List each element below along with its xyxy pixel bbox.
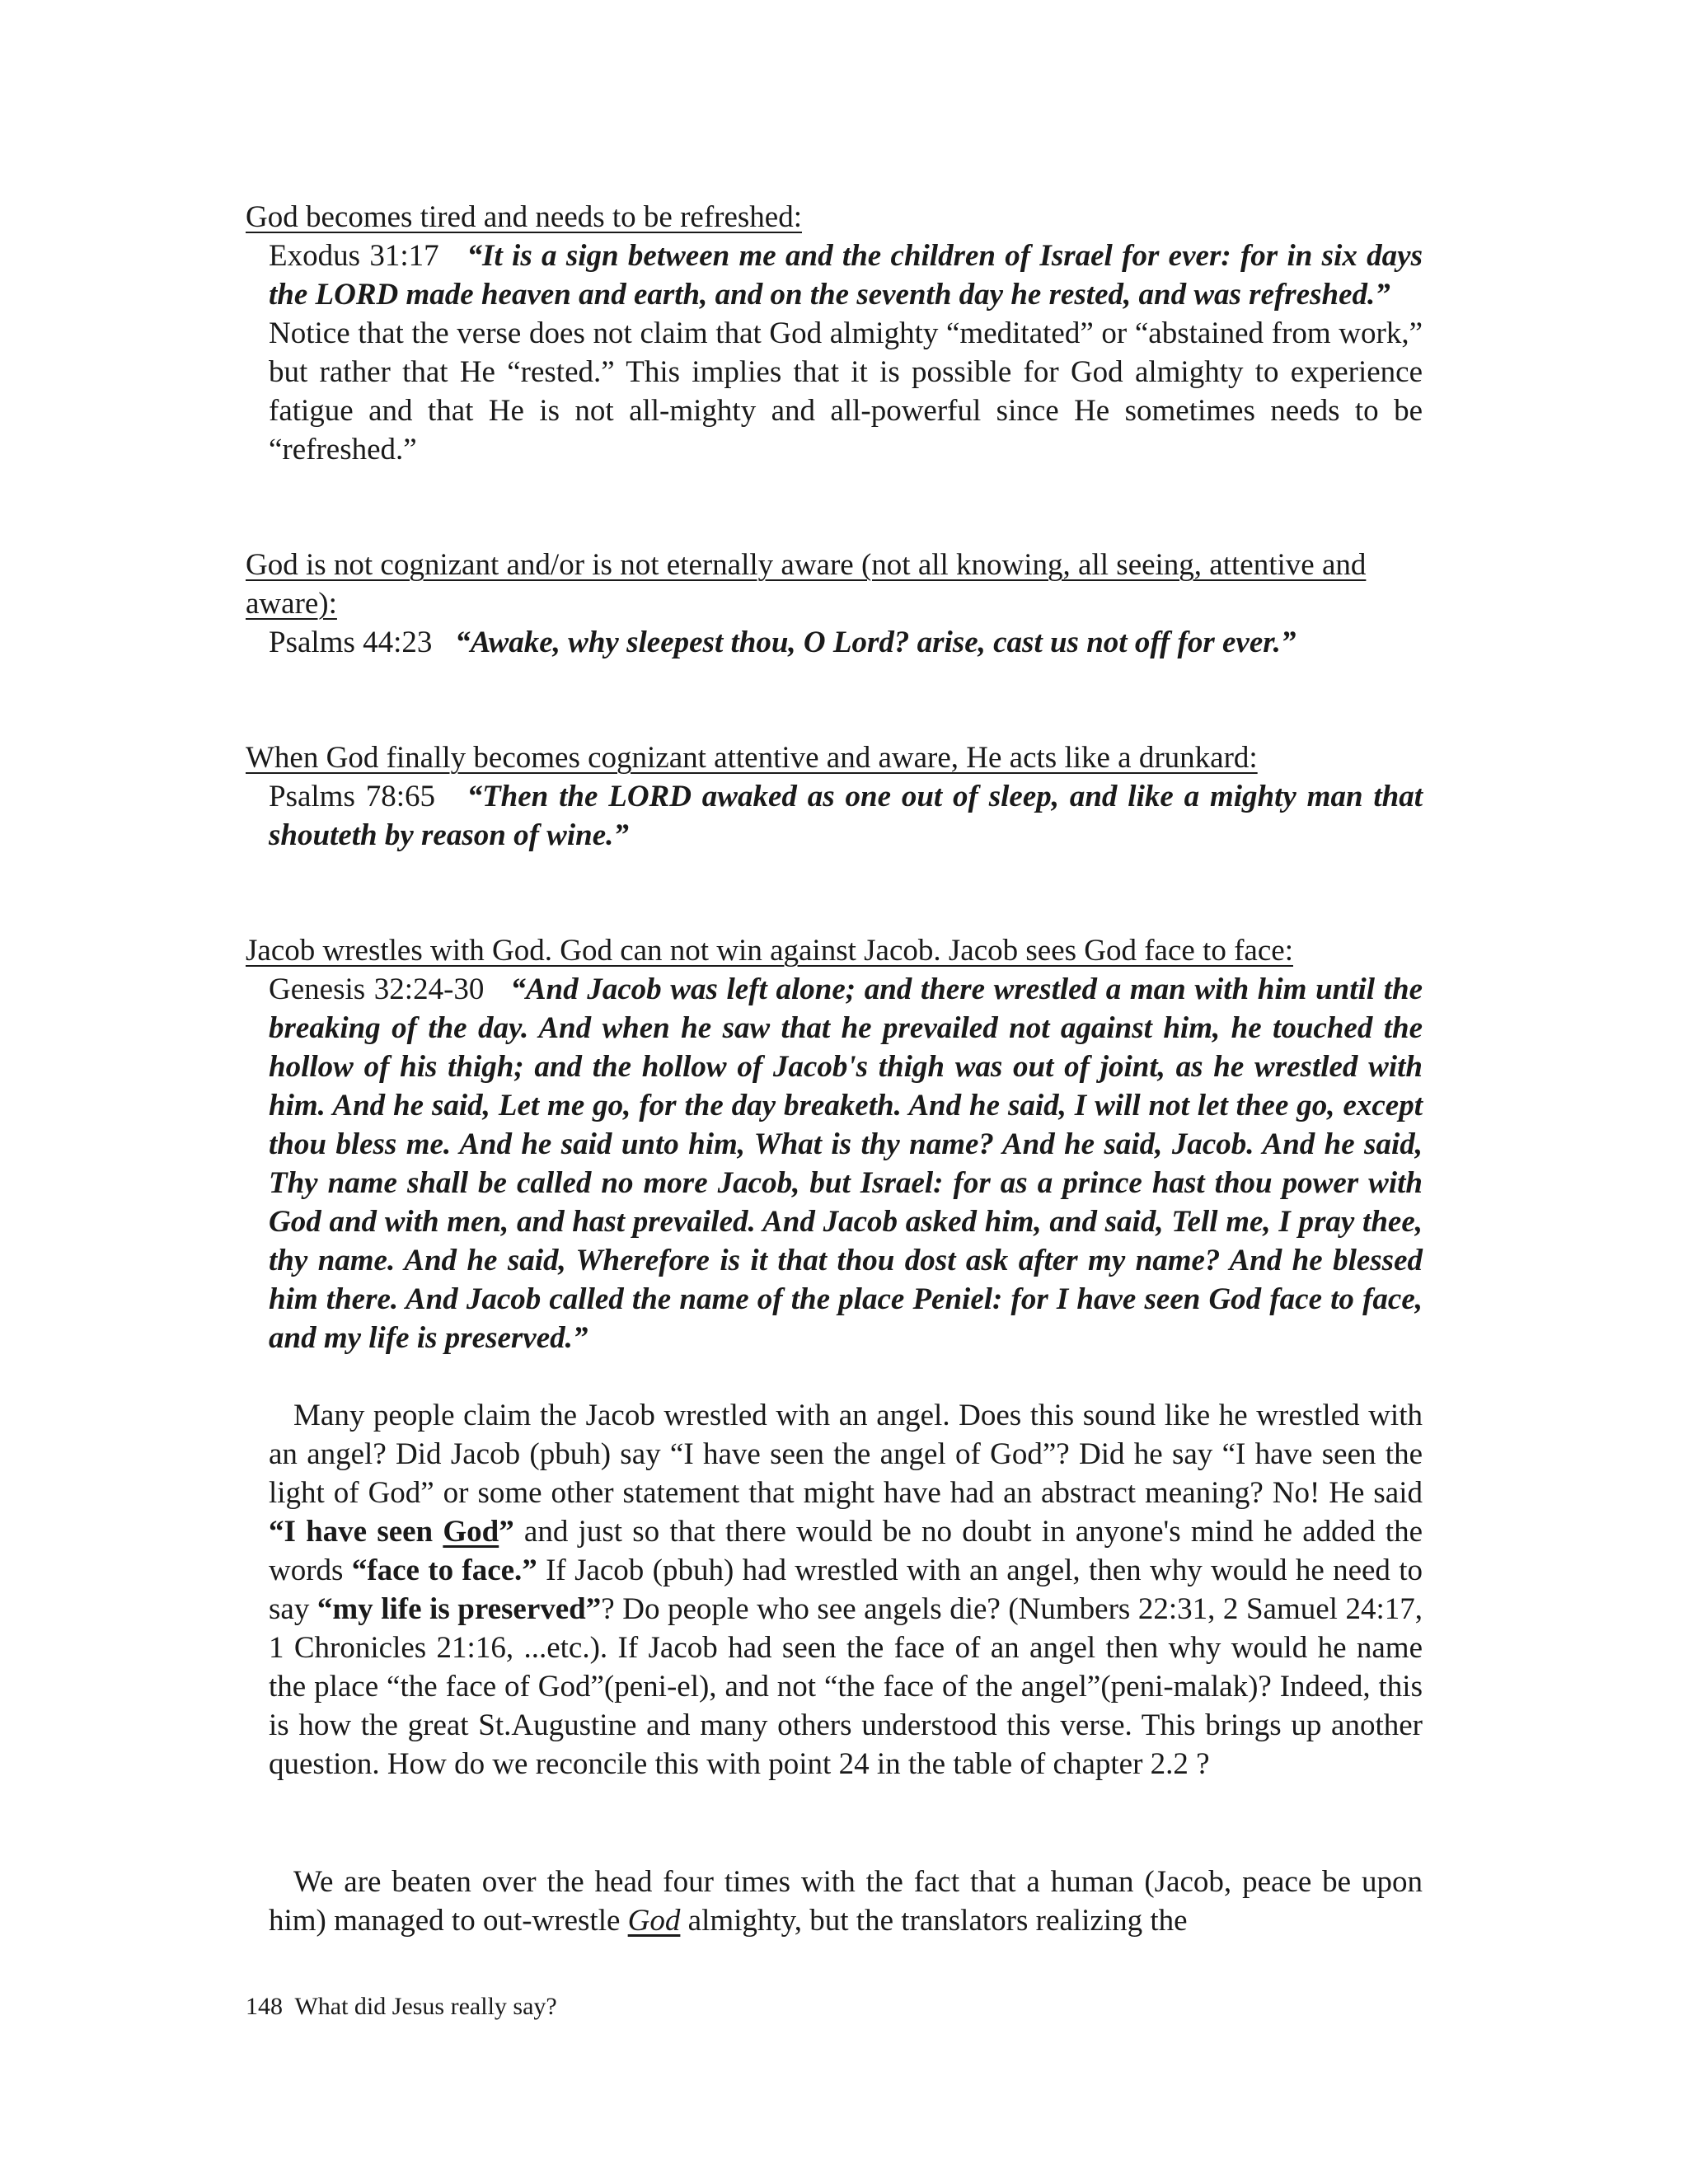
verse-reference: Psalms 78:65	[269, 780, 435, 813]
section-body-tired	[269, 237, 1423, 469]
section-body-jacob	[269, 970, 1423, 1357]
section-heading-drunkard: When God finally becomes cognizant attentive and aware, He acts like a drunkard:	[246, 741, 1258, 775]
section-heading-tired: God becomes tired and needs to be refreshed:	[246, 200, 802, 234]
verse-reference: Genesis 32:24-30	[269, 972, 485, 1006]
verse-reference: Psalms 44:23	[269, 626, 433, 659]
verse-quote: “It is a sign between me and the children of Israel for ever: for in six days the LORD made heaven and earth, and on the seventh day he rested, and was refreshed.”	[269, 239, 1423, 312]
verse-quote: “Then the LORD awaked as one out of sleep, and like a mighty man that shouteth by reason of wine.”	[269, 780, 1423, 852]
verse-quote: “And Jacob was left alone; and there wrestled a man with him until the breaking of the day. And when he saw that he prevailed not against him, he touched the hollow of his thigh; and the hollow of Jacob's thigh was out of joint, as he wrestled with him. And he said, Let me go, for the day breaketh. And he said, I will not let thee go, except thou bless me. And he said unto him, What is thy name? And he said, Jacob. And he said, Thy name shall be called no more Jacob, but Israel: for as a prince hast thou power with God and with men, and hast prevailed. And Jacob asked him, and said, Tell me, I pray thee, thy name. And he said, Wherefore is it that thou dost ask after my name? And he blessed him there. And Jacob called the name of the place Peniel: for I have seen God face to face, and my life is preserved.”	[269, 972, 1423, 1355]
section-heading-not-cognizant: God is not cognizant and/or is not eternally aware (not all knowing, all seeing, attentive and aware):	[246, 548, 1367, 621]
verse-genesis	[269, 970, 1423, 1357]
verse-psalms-78	[269, 777, 1423, 855]
verse-exodus	[269, 237, 1423, 314]
section-body-not-cognizant	[269, 623, 1423, 662]
discussion-paragraph-1: Many people claim the Jacob wrestled with an angel. Does this sound like he wrestled with an angel? Did Jacob (pbuh) say “I have seen the angel of God”? Did he say “I have seen the light of God” or some other statement that might have had an abstract meaning? No! He said “I have seen God” and just so that there would be no doubt in anyone's mind he added the words “face to face.” If Jacob (pbuh) had wrestled with an angel, then why would he need to say “my life is preserved”? Do people who see angels die? (Numbers 22:31, 2 Samuel 24:17, 1 Chronicles 21:16, ...etc.). If Jacob had seen the face of an angel then why would he name the place “the face of God”(peni-el), and not “the face of the angel”(peni-malak)? Indeed, this is how the great St.Augustine and many others understood this verse. This brings up another question. How do we reconcile this with point 24 in the table of chapter 2.2 ?	[269, 1399, 1423, 1781]
verse-psalms-44	[269, 623, 1423, 662]
verse-quote: “Awake, why sleepest thou, O Lord? arise, cast us not off for ever.”	[455, 626, 1296, 659]
page-number: 148	[246, 1993, 283, 2020]
discussion-paragraph-2: We are beaten over the head four times with the fact that a human (Jacob, peace be upon him) managed to out-wrestle God almighty, but the translators realizing the	[269, 1865, 1423, 1938]
commentary-note: Notice that the verse does not claim that God almighty “meditated” or “abstained from work,” but rather that He “rested.” This implies that it is possible for God almighty to experience fatigue and that He is not all-mighty and all-powerful since He sometimes needs to be “refreshed.”	[269, 316, 1423, 466]
page-footer	[246, 1991, 557, 2022]
section-body-drunkard	[269, 777, 1423, 855]
verse-reference: Exodus 31:17	[269, 239, 439, 273]
section-heading-jacob: Jacob wrestles with God. God can not win against Jacob. Jacob sees God face to face:	[246, 934, 1293, 968]
book-title: What did Jesus really say?	[294, 1993, 557, 2020]
